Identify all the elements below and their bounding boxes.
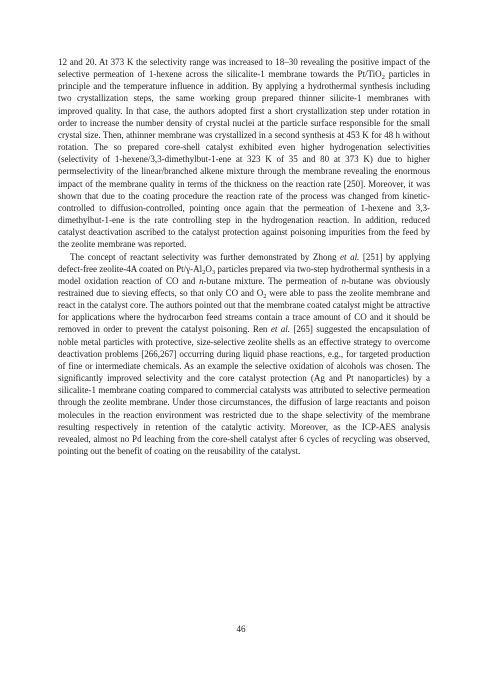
text-run: 12 and 20. At 373 K the selectivity range was increased to 18–30 revealing the positive impact of the selective permeation of 1-hexene across the silicalite-1 membrane towards the Pt/TiO [58, 57, 430, 80]
subscript-text: 2 [381, 74, 385, 82]
text-run: particles prepared via two-step hydrothermal synthesis in a model oxidation reaction of CO and [58, 263, 430, 286]
italic-text: et al. [270, 324, 290, 335]
text-run: The concept of reactant selectivity was further demonstrated by Zhong [70, 251, 341, 262]
subscript-text: 3 [211, 268, 216, 276]
text-run: were able to pass the zeolite membrane and react in the catalyst core. The authors pointed out that the membrane coated catalyst might be attractive for applications where the hydrocarbon feed streams contain a trace amount of CO and it should be removed in order to prevent the catalyst poisoning. Ren [58, 287, 430, 335]
page-body [58, 56, 430, 457]
page-number: 46 [236, 624, 246, 634]
italic-text: n [199, 275, 204, 286]
text-run: particles in principle and the temperature influence in addition. By applying a hydrothermal synthesis including two crystallization steps, the same working group prepared thinner silicite-1 membranes with improved quality. In that case, the authors adopted first a short crystallization step under rotation in order to increase the number density of crystal nuclei at the particle surface responsible for the small crystal size. Then, athinner membrane was crystallized in a second synthesis at 453 K for 48 h without rotation. The so prepared core-shell catalyst exhibited even higher hydrogenation selectivities (selectivity of 1-hexene/3,3-dimethylbut-1-ene at 323 K of 35 and 80 at 373 K) due to higher permselectivity of the linear/branched alkene mixture through the membrane revealing the enormous impact of the membrane quality in terms of the thickness on the reaction rate [250]. Moreover, it was shown that due to the coating procedure the reaction rate of the process was changed from kinetic-controlled to diffusion-controlled, pointing once again that the permeation of 1-hexene and 3,3-dimethylbut-1-ene is the rate controlling step in the hydrogenation reaction. In addition, reduced catalyst deactivation ascribed to the catalyst protection against poisoning impurities from the feed by the zeolite membrane was reported. [58, 69, 431, 250]
text-run: [265] suggested the encapsulation of noble metal particles with protective, size-selective zeolite shells as an effective strategy to overcome deactivation problems [266,267] occurring during liquid phase reactions, e.g., for targeted production of fine or intermediate chemicals. As an example the selective oxidation of alcohols was chosen. The significantly improved selectivity and the core catalyst protection (Ag and Pt nanoparticles) by a silicalite-1 membrane coating compared to commercial catalysts was attributed to selective permeation through the zeolite membrane. Under those circumstances, the diffusion of large reactants and poison molecules in the reaction environment was restricted due to the shape selectivity of the membrane resulting respectively in retention of the catalytic activity. Moreover, as the ICP-AES analysis revealed, almost no Pd leaching from the core-shell catalyst after 6 cycles of recycling was observed, pointing out the benefit of coating on the reusability of the catalyst. [58, 324, 430, 456]
subscript-text: 2 [263, 292, 267, 300]
paragraph-1 [58, 56, 430, 251]
text-run: -butane was obviously restrained due to sieving effects, so that only CO and O [58, 275, 430, 298]
text-run: -butane mixture. The permeation of [203, 275, 342, 286]
paragraph-2 [58, 251, 430, 458]
text-run: O [205, 263, 212, 274]
subscript-text: 2 [202, 268, 206, 276]
italic-text: n [341, 275, 346, 286]
italic-text: et al. [340, 251, 360, 262]
text-run: [251] by applying defect-free zeolite-4A coated on Pt/γ-Al [58, 251, 430, 274]
